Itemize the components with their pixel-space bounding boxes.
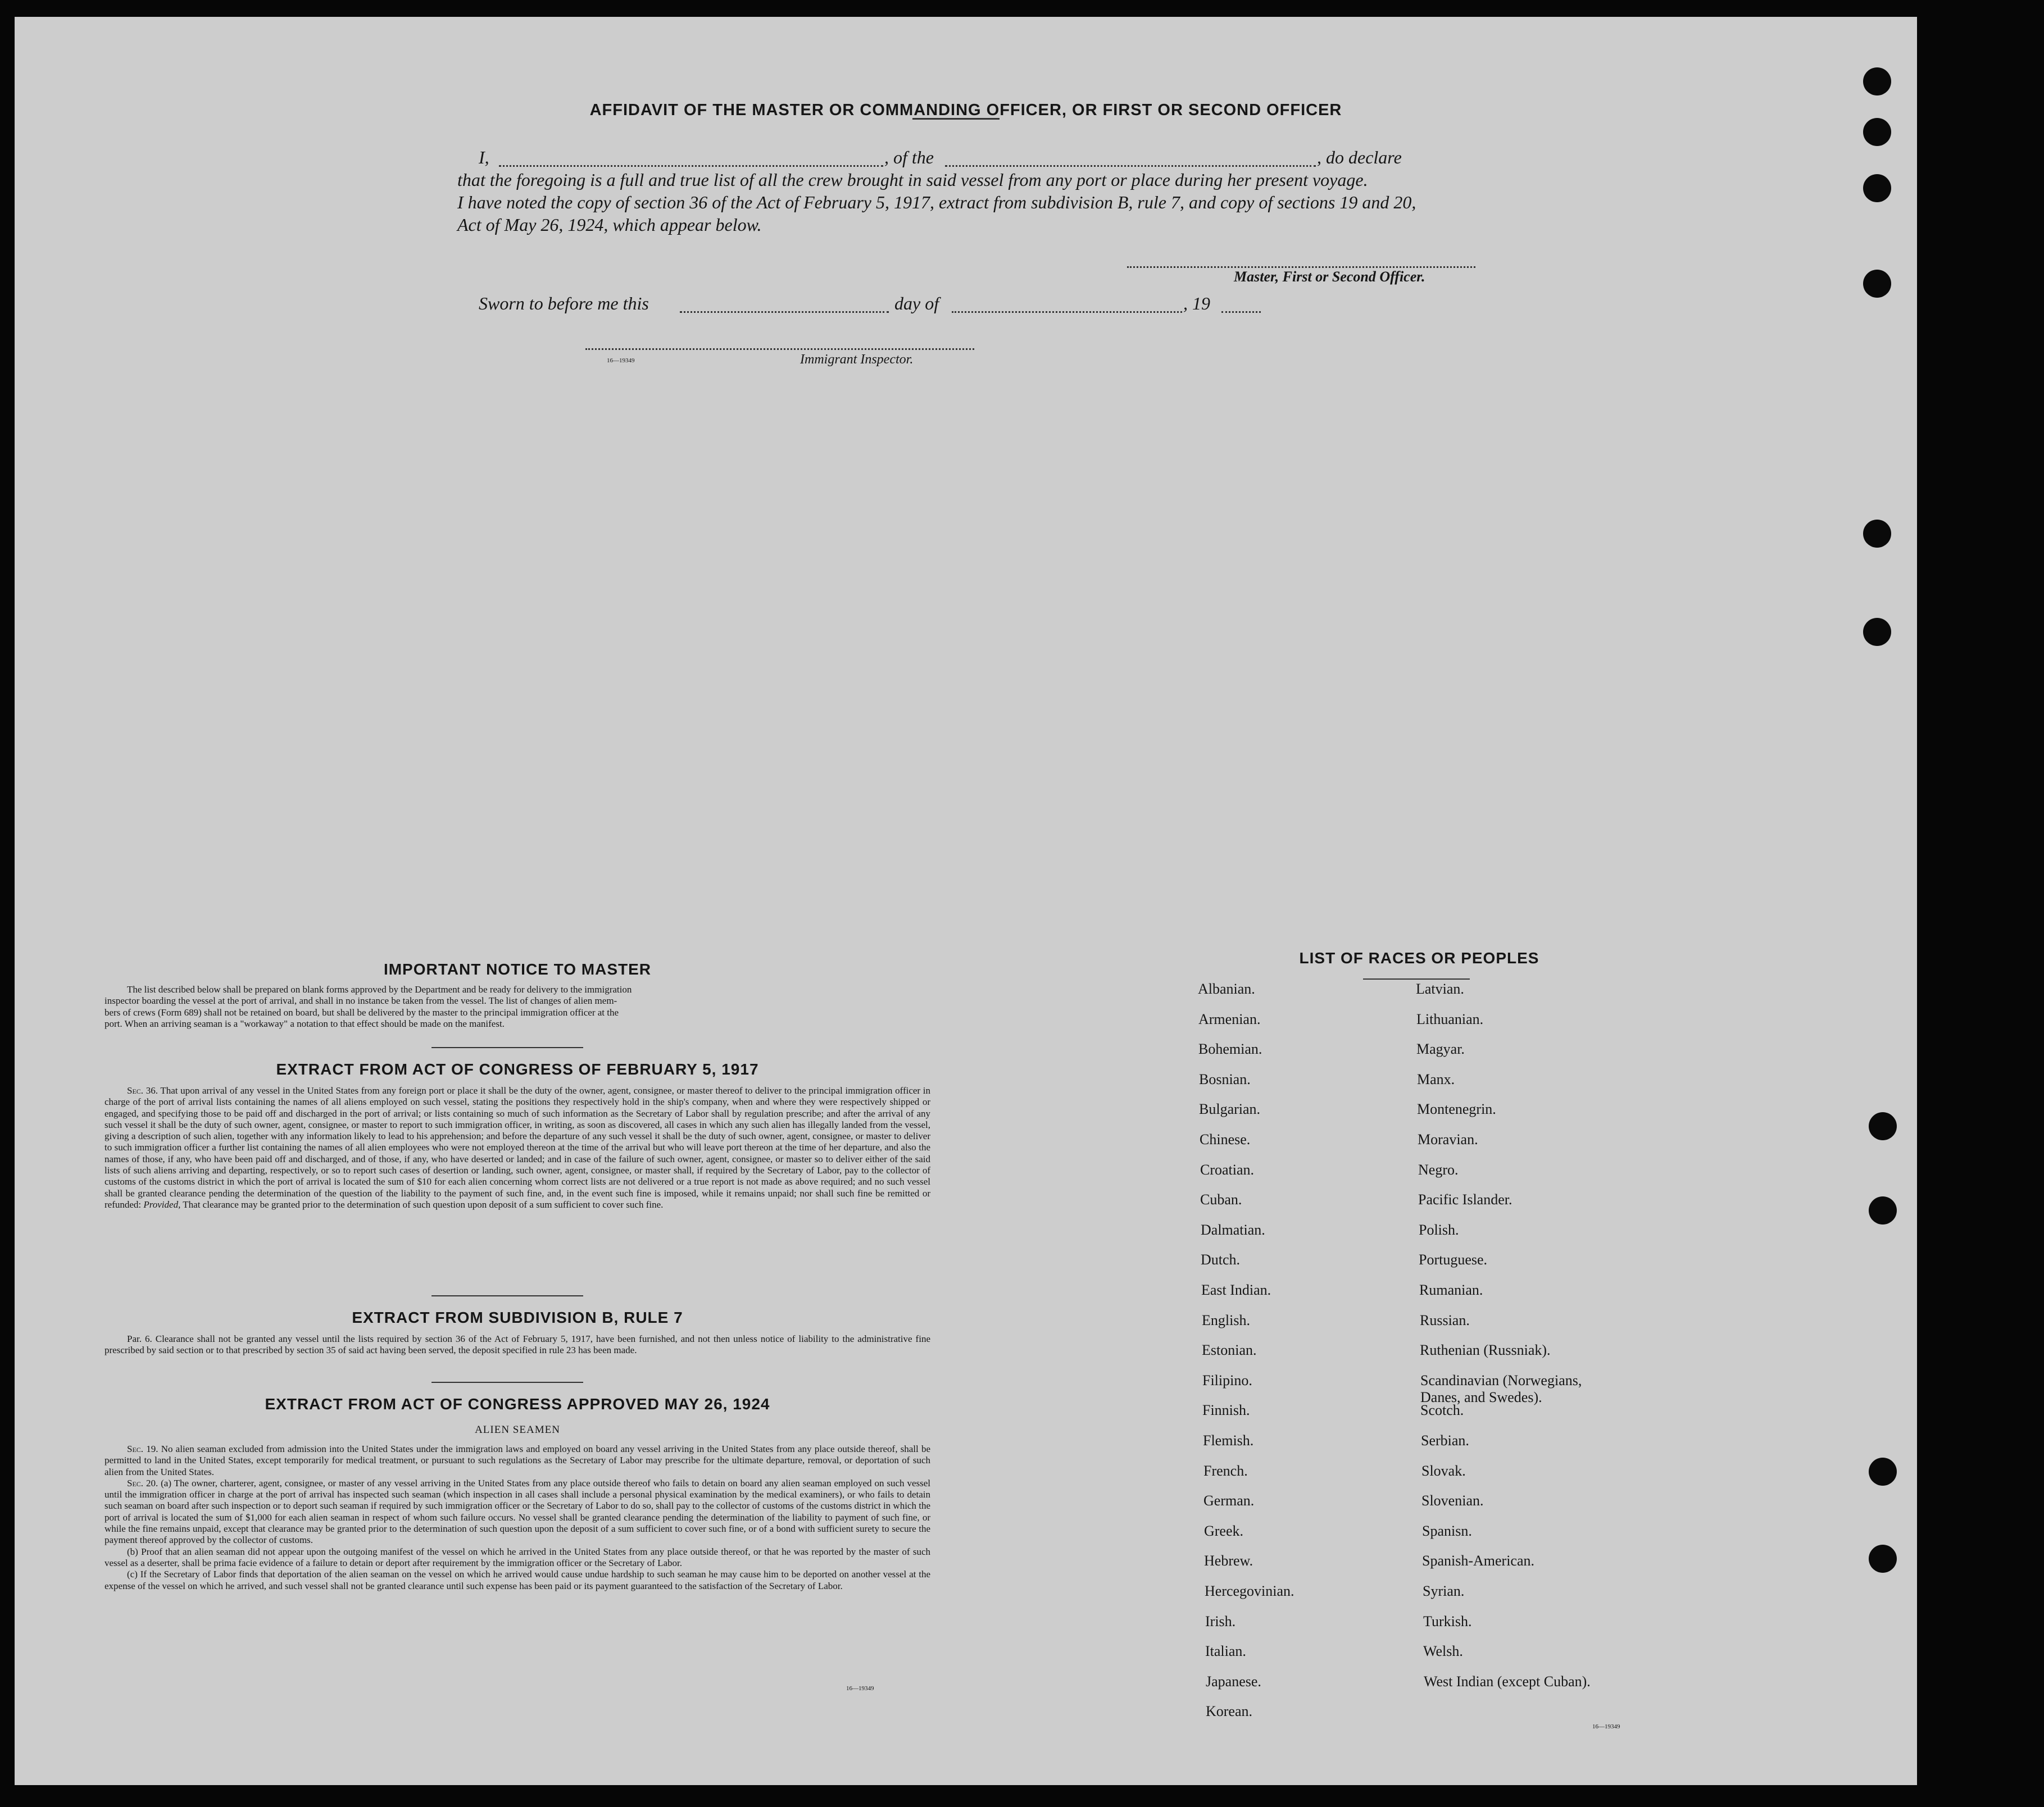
race-item: Manx.: [1417, 1071, 1455, 1087]
race-item: East Indian.: [1201, 1282, 1271, 1298]
alien-seamen-subtitle: ALIEN SEAMEN: [475, 1424, 560, 1436]
section-body: (a) The owner, charterer, agent, consignee, or master of any vessel arriving in the United States from any place outside thereof who fails to detain on board any alien seaman employed on such vessel until the immigration officer in charge at the port of arrival has inspected such seaman (which inspection in all cases shall include a personal physical examination by the medical examiners), or who fails to detain such seaman on board after such inspection or to deport such seaman if required by such immigration officer or the Secretary of Labor to do so, shall pay to the collector of customs of the customs district in which the port of arrival is located the sum of $1,000 for each alien seaman in respect of whom such failure occurs. No vessel shall be granted clearance pending the determination of the liability to payment of such fine, or while the fine remains unpaid, except that clearance may be granted prior to the determination of such question upon the deposit of a sum sufficient to cover such fine, or of a bond with sufficient surety to secure the payment thereof approved by the collector of customs.: [105, 1477, 930, 1546]
notice-line: The list described below shall be prepared on blank forms approved by the Department and be ready for delivery to the immigration: [127, 984, 632, 995]
notice-line: port. When an arriving seaman is a "workaway" a notation to that effect should be made on the manifest.: [105, 1018, 505, 1029]
race-item: Filipino.: [1202, 1372, 1252, 1389]
punch-hole: [1869, 1458, 1897, 1486]
race-item: Chinese.: [1200, 1131, 1251, 1148]
sec-20b: (b) Proof that an alien seaman did not appear upon the outgoing manifest of the vessel on which he arrived in the United States from any place outside thereof, or that he was reported by the master of such vessel as a deserter, shall be prima facie evidence of a failure to detain or deport after requirement by the immigration officer or the Secretary of Labor.: [105, 1546, 930, 1568]
race-item: Slovak.: [1421, 1463, 1466, 1479]
punch-hole: [1869, 1196, 1897, 1225]
race-item: Flemish.: [1203, 1432, 1254, 1449]
section-divider: [431, 1295, 583, 1296]
declarant-name-field[interactable]: [499, 165, 883, 167]
extract-rule7-text: Par. 6. Clearance shall not be granted any vessel until the lists required by section 36 of the Act of February 5, 1917, have been furnished, and not then unless notice of liability to the administrative fine prescribed by said section or to that prescribed by section 35 of said act having been served, the deposit specified in rule 23 has been made.: [105, 1333, 930, 1356]
races-title: LIST OF RACES OR PEOPLES: [1299, 949, 1539, 967]
race-item: Irish.: [1205, 1613, 1236, 1630]
race-item: Scandinavian (Norwegians, Danes, and Swedes).: [1420, 1372, 1582, 1405]
race-item: Slovenian.: [1421, 1492, 1484, 1509]
punch-hole: [1863, 67, 1891, 95]
race-item: Magyar.: [1416, 1041, 1465, 1057]
punch-hole: [1863, 174, 1891, 202]
race-item: Turkish.: [1423, 1613, 1472, 1630]
race-item: Polish.: [1419, 1222, 1459, 1238]
section-label: Sec. 20.: [127, 1477, 158, 1489]
race-item: Lithuanian.: [1416, 1011, 1484, 1027]
punch-hole: [1863, 270, 1891, 298]
race-item: Dalmatian.: [1201, 1222, 1265, 1238]
extract-1917-text: [105, 1085, 930, 1210]
race-item: Negro.: [1418, 1162, 1459, 1178]
races-title-rule: [1363, 978, 1470, 980]
notice-title: IMPORTANT NOTICE TO MASTER: [383, 961, 652, 978]
race-item: Italian.: [1205, 1643, 1246, 1659]
declaration-line-4: Act of May 26, 1924, which appear below.: [457, 215, 762, 235]
sworn-day-field[interactable]: [680, 311, 889, 313]
race-item: Scotch.: [1420, 1402, 1464, 1418]
race-item: Japanese.: [1206, 1673, 1261, 1690]
section-label: Sec. 19.: [127, 1444, 158, 1454]
punch-hole: [1863, 618, 1891, 646]
extract-rule7-title: EXTRACT FROM SUBDIVISION B, RULE 7: [352, 1309, 683, 1326]
declaration-line-3: I have noted the copy of section 36 of the Act of February 5, 1917, extract from subdivision B, rule 7, and copy of sections 19 and 20,: [457, 192, 1416, 212]
race-item: Armenian.: [1198, 1011, 1261, 1027]
race-item: Hebrew.: [1204, 1553, 1253, 1569]
race-item: Rumanian.: [1419, 1282, 1483, 1298]
race-item: Estonian.: [1202, 1342, 1257, 1358]
form-code: 16—19349: [1592, 1723, 1620, 1730]
extract-1924-text: [105, 1444, 930, 1592]
inspector-label: Immigrant Inspector.: [800, 352, 914, 367]
declarant-label: I,: [479, 147, 489, 167]
section-divider: [431, 1047, 583, 1048]
day-of-label: day of: [894, 293, 939, 313]
race-item: Spanisn.: [1422, 1523, 1472, 1539]
race-item: West Indian (except Cuban).: [1424, 1673, 1591, 1690]
sworn-month-field[interactable]: [952, 311, 1182, 313]
race-item: Cuban.: [1200, 1191, 1242, 1208]
punch-hole: [1869, 1112, 1897, 1140]
form-code: 16—19349: [607, 357, 635, 364]
notice-line: bers of crews (Form 689) shall not be retained on board, but shall be delivered by the master to the principal immigration officer at the: [105, 1007, 619, 1018]
race-item: Montenegrin.: [1417, 1101, 1496, 1117]
race-item: English.: [1202, 1312, 1250, 1328]
section-body: That upon arrival of any vessel in the United States from any foreign port or place it shall be the duty of the owner, agent, consignee, or master thereof to deliver to the principal immigration officer in charge of the port of arrival lists containing the names of all aliens employed on such vessel, stating the positions they respectively hold in the ship's company, when and where they were respectively shipped or engaged, and specifying those to be paid off and discharged in the port of arrival; or lists containing so much of such information as the Secretary of Labor shall by regulation prescribe; and after the arrival of any such vessel it shall be the duty of such owner, agent, consignee, or master to report to such immigration officer, in writing, as soon as discovered, all cases in which any such alien has illegally landed from the vessel, giving a description of such alien, together with any information likely to lead to his apprehension; and before the departure of any such vessel it shall be the duty of such owner, agent, consignee, or master to deliver to such immigration officer a further list containing the names of all alien employees who were not employed thereon at the time of the arrival but who will leave port thereon at the time of her departure, and also the names of those, if any, who have been paid off and discharged, and of those, if any, who have deserted or landed; and in case of the failure of such owner, agent, consignee, or master so to deliver either of the said lists of such aliens arriving and departing, respectively, or so to report such cases of desertion or landing, such owner, agent, consignee, or master shall, if required by the Secretary of Labor, pay to the collector of customs of the customs district in which the port of arrival is located the sum of $10 for each alien concerning whom correct lists are not delivered or a true report is not made as above required; and no such vessel shall be granted clearance pending the determination of the question of the liability to the payment of such fine, and, in the event such fine is imposed, while it remains unpaid; nor shall such fine be remitted or refunded:: [105, 1085, 930, 1210]
document-page: [15, 17, 1917, 1785]
affidavit-title: AFFIDAVIT OF THE MASTER OR COMMANDING OFFICER, OR FIRST OR SECOND OFFICER: [589, 101, 1342, 119]
race-item: Welsh.: [1423, 1643, 1463, 1659]
race-item: Latvian.: [1416, 981, 1464, 997]
punch-hole: [1863, 520, 1891, 548]
section-body: No alien seaman excluded from admission into the United States under the immigration laws and employed on board any vessel arriving in the United States from any place outside thereof, shall be permitted to land in the United States, except temporarily for medical treatment, or pursuant to such regulations as the Secretary of Labor may prescribe for the ultimate departure, removal, or deportation of such alien from the United States.: [105, 1444, 930, 1477]
race-item: Greek.: [1204, 1523, 1244, 1539]
declaration-line-1: [479, 147, 1507, 170]
race-item: Moravian.: [1418, 1131, 1478, 1148]
race-item: Bosnian.: [1199, 1071, 1251, 1087]
sec-20c: (c) If the Secretary of Labor finds that deportation of the alien seaman on the vessel on which he arrived would cause undue hardship to such seaman he may cause him to be deported on another vessel at the expense of the vessel on which he arrived, and such vessel shall not be granted clearance until such expense has been paid or its payment guaranteed to the satisfaction of the Secretary of Labor.: [105, 1569, 930, 1591]
race-item: Portuguese.: [1419, 1251, 1488, 1268]
race-item: Dutch.: [1201, 1251, 1241, 1268]
inspector-signature-field[interactable]: [585, 348, 974, 350]
punch-hole: [1869, 1545, 1897, 1573]
race-item: German.: [1203, 1492, 1255, 1509]
sworn-year-field[interactable]: [1221, 311, 1261, 313]
punch-hole: [1863, 118, 1891, 146]
sworn-label: Sworn to before me this: [479, 293, 649, 313]
race-item: Ruthenian (Russniak).: [1420, 1342, 1551, 1358]
race-item: Pacific Islander.: [1418, 1191, 1512, 1208]
extract-1924-title: EXTRACT FROM ACT OF CONGRESS APPROVED MAY 26, 1924: [265, 1395, 770, 1413]
race-item: French.: [1203, 1463, 1248, 1479]
race-item: Korean.: [1206, 1703, 1253, 1719]
race-item: Serbian.: [1421, 1432, 1469, 1449]
master-signature-field[interactable]: [1127, 266, 1475, 268]
section-body-end: That clearance may be granted prior to the determination of such question upon deposit of a sum sufficient to cover such fine.: [183, 1199, 664, 1210]
sec-19: [105, 1444, 930, 1478]
race-item: Bulgarian.: [1199, 1101, 1261, 1117]
race-item: Albanian.: [1198, 981, 1255, 997]
race-item: Syrian.: [1423, 1583, 1465, 1599]
vessel-name-field[interactable]: [945, 165, 1316, 167]
race-item: Hercegovinian.: [1205, 1583, 1294, 1599]
sec-20a: [105, 1478, 930, 1546]
notice-line: inspector boarding the vessel at the port of arrival, and shall in no instance be taken from the vessel. The list of changes of alien mem-: [105, 995, 617, 1007]
section-divider: [431, 1382, 583, 1383]
master-signature-label: Master, First or Second Officer.: [1234, 268, 1425, 285]
section-label: Sec. 36.: [127, 1085, 158, 1096]
declaration-line-2: that the foregoing is a full and true list of all the crew brought in said vessel from any port or place during her present voyage.: [457, 170, 1368, 190]
title-rule: [912, 118, 1000, 120]
do-declare-label: , do declare: [1317, 147, 1402, 167]
race-item: Croatian.: [1200, 1162, 1255, 1178]
year-label: , 19: [1183, 293, 1210, 313]
form-code: 16—19349: [846, 1685, 874, 1692]
proviso-label: Provided,: [143, 1199, 181, 1210]
notice-text: [105, 984, 930, 1030]
sworn-line: [479, 293, 1282, 316]
race-item: Finnish.: [1202, 1402, 1250, 1418]
race-item: Bohemian.: [1198, 1041, 1262, 1057]
race-item: Russian.: [1420, 1312, 1470, 1328]
of-the-label: , of the: [884, 147, 934, 167]
race-item: Spanish-American.: [1422, 1553, 1535, 1569]
extract-1917-title: EXTRACT FROM ACT OF CONGRESS OF FEBRUARY 5, 1917: [276, 1060, 759, 1078]
